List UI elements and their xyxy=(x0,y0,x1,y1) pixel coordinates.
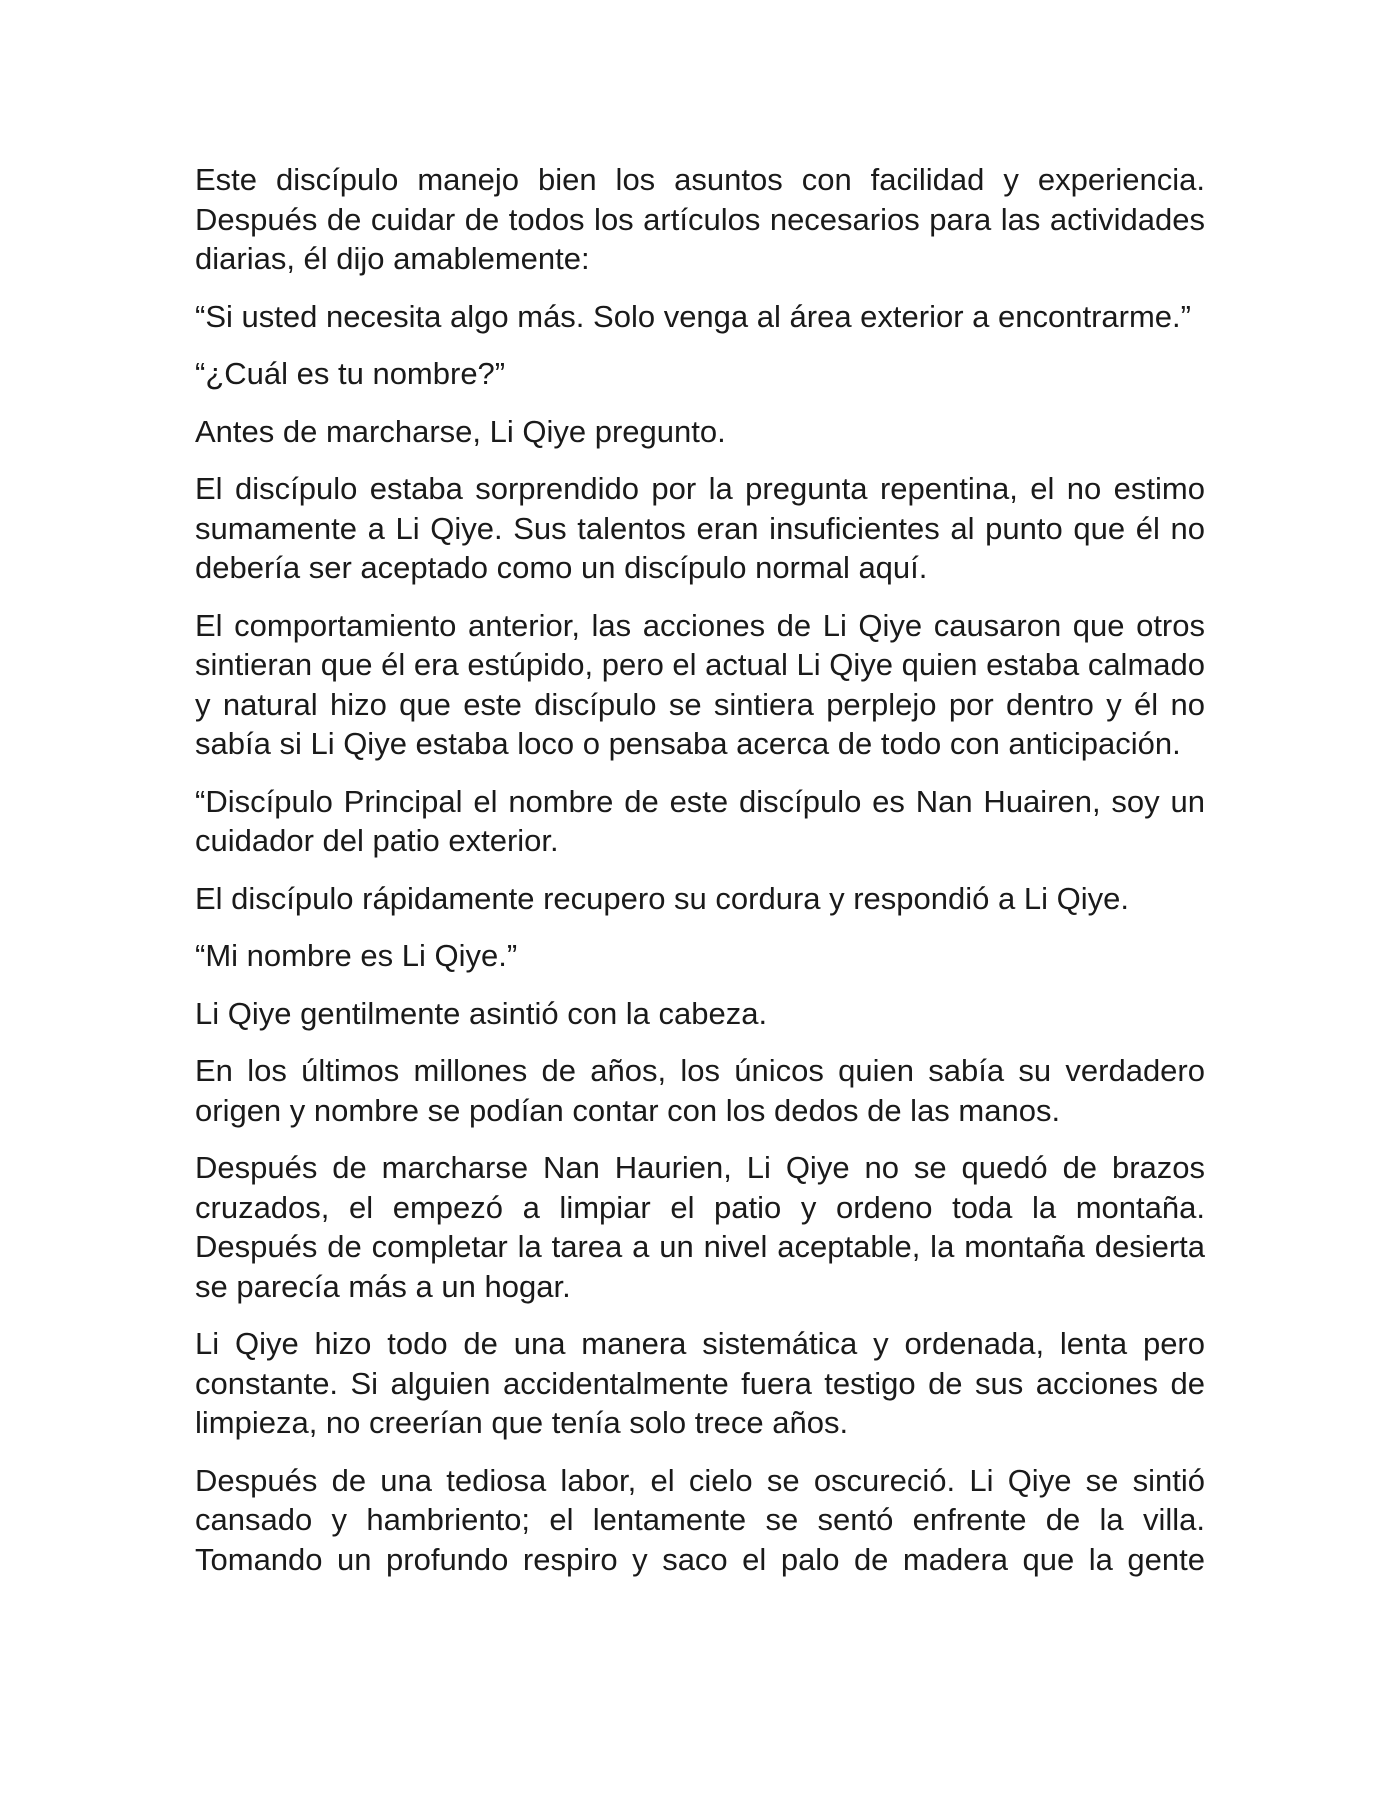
document-page xyxy=(195,160,1205,1597)
paragraph: “Discípulo Principal el nombre de este discípulo es Nan Huairen, soy un cuidador del patio exterior. xyxy=(195,783,1205,858)
paragraph: Después de marcharse Nan Haurien, Li Qiye no se quedó de brazos cruzados, el empezó a limpiar el patio y ordeno toda la montaña. Después de completar la tarea a un nivel aceptable, la montaña desierta se parecía más a un hogar. xyxy=(195,1150,1205,1304)
paragraph: El discípulo estaba sorprendido por la pregunta repentina, el no estimo sumamente a Li Qiye. Sus talentos eran insuficientes al punto que él no debería ser aceptado como un discípulo normal aquí. xyxy=(195,471,1205,585)
paragraph: Este discípulo manejo bien los asuntos con facilidad y experiencia. Después de cuidar de todos los artículos necesarios para las actividades diarias, él dijo amablemente: xyxy=(195,162,1205,276)
paragraph: Li Qiye hizo todo de una manera sistemática y ordenada, lenta pero constante. Si alguien accidentalmente fuera testigo de sus acciones de limpieza, no creerían que tenía solo trece años. xyxy=(195,1326,1205,1440)
paragraph: Li Qiye gentilmente asintió con la cabeza. xyxy=(195,995,768,1031)
paragraph: El discípulo rápidamente recupero su cordura y respondió a Li Qiye. xyxy=(195,880,1129,916)
paragraph: “Mi nombre es Li Qiye.” xyxy=(195,938,518,973)
paragraph: “Si usted necesita algo más. Solo venga al área exterior a encontrarme.” xyxy=(195,298,1191,334)
paragraph: En los últimos millones de años, los únicos quien sabía su verdadero origen y nombre se podían contar con los dedos de las manos. xyxy=(195,1053,1205,1128)
paragraph: Antes de marcharse, Li Qiye pregunto. xyxy=(195,413,726,449)
paragraph: Después de una tediosa labor, el cielo se oscureció. Li Qiye se sintió cansado y hambriento; el lentamente se sentó enfrente de la villa. Tomando un profundo respiro y saco el palo de madera que la gente xyxy=(195,1462,1205,1577)
paragraph: “¿Cuál es tu nombre?” xyxy=(195,356,506,391)
paragraph: El comportamiento anterior, las acciones de Li Qiye causaron que otros sintieran que él era estúpido, pero el actual Li Qiye quien estaba calmado y natural hizo que este discípulo se sintiera perplejo por dentro y él no sabía si Li Qiye estaba loco o pensaba acerca de todo con anticipación. xyxy=(195,607,1205,761)
